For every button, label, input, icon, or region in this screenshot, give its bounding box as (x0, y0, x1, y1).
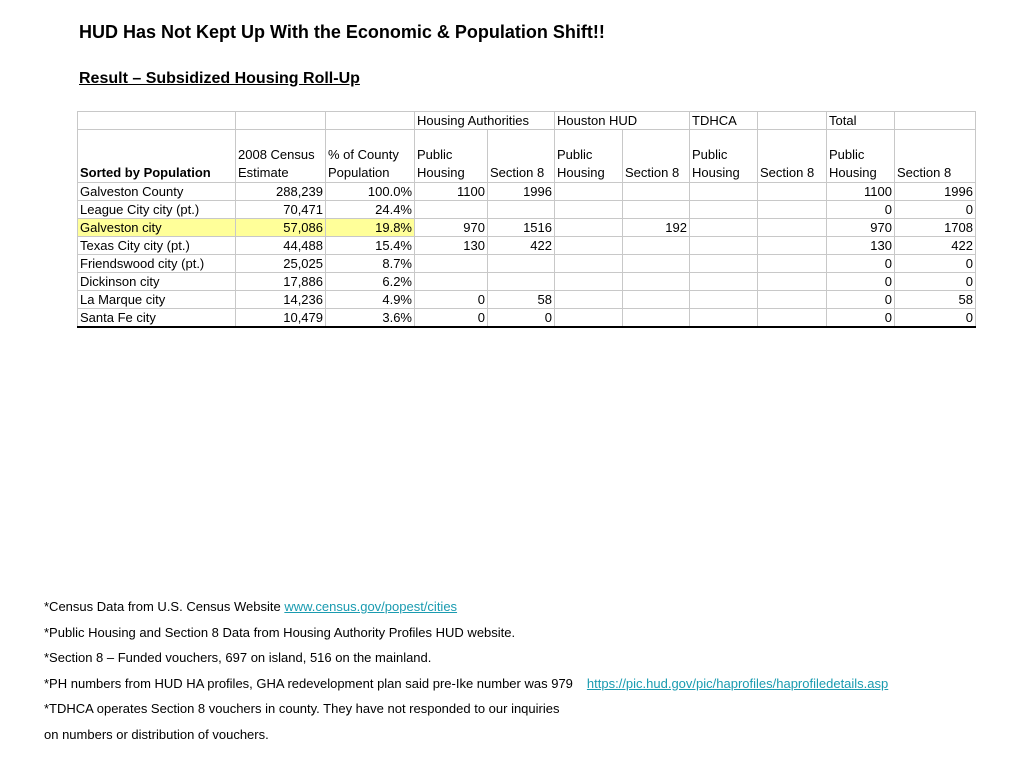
footnote-public-housing: *Public Housing and Section 8 Data from Housing Authority Profiles HUD website. (44, 624, 516, 640)
column-header-hud-public-housing: Public Housing (555, 130, 623, 183)
total-section8-cell: 422 (895, 237, 976, 255)
group-header-cell (758, 112, 827, 130)
column-header-sorted-by-population: Sorted by Population (78, 130, 236, 183)
census-link[interactable]: www.census.gov/popest/cities (284, 599, 458, 614)
hud-section8-cell (623, 183, 690, 201)
ha-section8-cell: 1996 (488, 183, 555, 201)
ha-section8-cell (488, 201, 555, 219)
tdhca-public-housing-cell (690, 309, 758, 328)
row-name-cell: Galveston city (78, 219, 236, 237)
tdhca-section8-cell (758, 291, 827, 309)
hud-section8-cell (623, 237, 690, 255)
hud-public-housing-cell (555, 183, 623, 201)
ha-public-housing-cell: 130 (415, 237, 488, 255)
total-public-housing-cell: 1100 (827, 183, 895, 201)
column-header-ha-section8: Section 8 (488, 130, 555, 183)
total-section8-cell: 0 (895, 273, 976, 291)
hud-public-housing-cell (555, 291, 623, 309)
hud-public-housing-cell (555, 309, 623, 328)
table-row (78, 183, 976, 201)
county-pct-cell: 19.8% (326, 219, 415, 237)
hud-section8-cell (623, 255, 690, 273)
column-header-census-estimate: 2008 Census Estimate (236, 130, 326, 183)
column-header-row (78, 130, 976, 183)
tdhca-public-housing-cell (690, 183, 758, 201)
row-name-cell: Texas City city (pt.) (78, 237, 236, 255)
hud-section8-cell (623, 273, 690, 291)
ha-section8-cell: 422 (488, 237, 555, 255)
page-subtitle: Result – Subsidized Housing Roll-Up (79, 70, 360, 87)
ha-public-housing-cell: 1100 (415, 183, 488, 201)
tdhca-public-housing-cell (690, 255, 758, 273)
total-public-housing-cell: 970 (827, 219, 895, 237)
column-header-tdhca-section8: Section 8 (758, 130, 827, 183)
ha-public-housing-cell: 0 (415, 291, 488, 309)
tdhca-section8-cell (758, 201, 827, 219)
group-header-total: Total (827, 112, 895, 130)
tdhca-section8-cell (758, 237, 827, 255)
column-header-total-section8: Section 8 (895, 130, 976, 183)
tdhca-public-housing-cell (690, 219, 758, 237)
total-public-housing-cell: 0 (827, 309, 895, 328)
ha-public-housing-cell: 970 (415, 219, 488, 237)
hud-public-housing-cell (555, 237, 623, 255)
row-name-cell: Galveston County (78, 183, 236, 201)
footnote-census (44, 594, 888, 620)
tdhca-public-housing-cell (690, 237, 758, 255)
ha-section8-cell (488, 273, 555, 291)
county-pct-cell: 100.0% (326, 183, 415, 201)
total-public-housing-cell: 0 (827, 255, 895, 273)
table-row (78, 273, 976, 291)
table-row (78, 291, 976, 309)
ha-section8-cell: 0 (488, 309, 555, 328)
group-header-housing-authorities: Housing Authorities (415, 112, 555, 130)
total-section8-cell: 1708 (895, 219, 976, 237)
hud-section8-cell (623, 291, 690, 309)
row-name-cell: La Marque city (78, 291, 236, 309)
column-header-ha-public-housing: Public Housing (415, 130, 488, 183)
column-header-county-pct: % of County Population (326, 130, 415, 183)
census-estimate-cell: 17,886 (236, 273, 326, 291)
table-row (78, 219, 976, 237)
hud-public-housing-cell (555, 273, 623, 291)
table-row (78, 201, 976, 219)
group-header-cell (326, 112, 415, 130)
census-estimate-cell: 288,239 (236, 183, 326, 201)
census-estimate-cell: 10,479 (236, 309, 326, 328)
table-row (78, 309, 976, 328)
tdhca-section8-cell (758, 255, 827, 273)
column-header-tdhca-public-housing: Public Housing (690, 130, 758, 183)
hud-public-housing-cell (555, 255, 623, 273)
group-header-houston-hud: Houston HUD (555, 112, 690, 130)
county-pct-cell: 24.4% (326, 201, 415, 219)
county-pct-cell: 8.7% (326, 255, 415, 273)
page-title: HUD Has Not Kept Up With the Economic & Population Shift!! (79, 22, 605, 42)
total-section8-cell: 1996 (895, 183, 976, 201)
tdhca-public-housing-cell (690, 273, 758, 291)
total-section8-cell: 0 (895, 255, 976, 273)
row-name-cell: League City city (pt.) (78, 201, 236, 219)
tdhca-public-housing-cell (690, 201, 758, 219)
row-name-cell: Santa Fe city (78, 309, 236, 328)
total-public-housing-cell: 0 (827, 273, 895, 291)
hud-public-housing-cell (555, 219, 623, 237)
footnote-section8: *Section 8 – Funded vouchers, 697 on island, 516 on the mainland. (44, 650, 432, 665)
group-header-cell (78, 112, 236, 130)
hud-section8-cell (623, 309, 690, 328)
census-estimate-cell: 57,086 (236, 219, 326, 237)
total-section8-cell: 0 (895, 201, 976, 219)
group-header-cell (895, 112, 976, 130)
footnotes (44, 594, 888, 747)
tdhca-section8-cell (758, 309, 827, 328)
ha-section8-cell: 58 (488, 291, 555, 309)
tdhca-public-housing-cell (690, 291, 758, 309)
hud-section8-cell: 192 (623, 219, 690, 237)
total-public-housing-cell: 0 (827, 291, 895, 309)
tdhca-section8-cell (758, 219, 827, 237)
footnote-ph-numbers (44, 671, 888, 697)
group-header-row (78, 112, 976, 130)
ha-public-housing-cell: 0 (415, 309, 488, 328)
tdhca-section8-cell (758, 273, 827, 291)
table-row (78, 255, 976, 273)
total-section8-cell: 58 (895, 291, 976, 309)
county-pct-cell: 6.2% (326, 273, 415, 291)
column-header-hud-section8: Section 8 (623, 130, 690, 183)
census-estimate-cell: 14,236 (236, 291, 326, 309)
hud-public-housing-cell (555, 201, 623, 219)
group-header-tdhca: TDHCA (690, 112, 758, 130)
footnote-tdhca: *TDHCA operates Section 8 vouchers in county. They have not responded to our inquiries (44, 701, 560, 716)
total-public-housing-cell: 130 (827, 237, 895, 255)
ha-section8-cell: 1516 (488, 219, 555, 237)
footnote-tdhca-continued: on numbers or distribution of vouchers. (44, 726, 269, 742)
hud-section8-cell (623, 201, 690, 219)
census-estimate-cell: 70,471 (236, 201, 326, 219)
ha-public-housing-cell (415, 273, 488, 291)
census-estimate-cell: 44,488 (236, 237, 326, 255)
total-section8-cell: 0 (895, 309, 976, 328)
footnote-census-text: *Census Data from U.S. Census Website (44, 599, 285, 614)
hud-profiles-link[interactable]: https://pic.hud.gov/pic/haprofiles/haprofiledetails.asp (586, 675, 889, 691)
ha-section8-cell (488, 255, 555, 273)
total-public-housing-cell: 0 (827, 201, 895, 219)
column-header-total-public-housing: Public Housing (827, 130, 895, 183)
county-pct-cell: 3.6% (326, 309, 415, 328)
table-row (78, 237, 976, 255)
footnote-ph-numbers-text: *PH numbers from HUD HA profiles, GHA redevelopment plan said pre-Ike number was 979 (44, 675, 573, 691)
county-pct-cell: 15.4% (326, 237, 415, 255)
ha-public-housing-cell (415, 201, 488, 219)
census-estimate-cell: 25,025 (236, 255, 326, 273)
group-header-cell (236, 112, 326, 130)
tdhca-section8-cell (758, 183, 827, 201)
county-pct-cell: 4.9% (326, 291, 415, 309)
row-name-cell: Friendswood city (pt.) (78, 255, 236, 273)
housing-rollup-table (77, 111, 976, 328)
ha-public-housing-cell (415, 255, 488, 273)
row-name-cell: Dickinson city (78, 273, 236, 291)
